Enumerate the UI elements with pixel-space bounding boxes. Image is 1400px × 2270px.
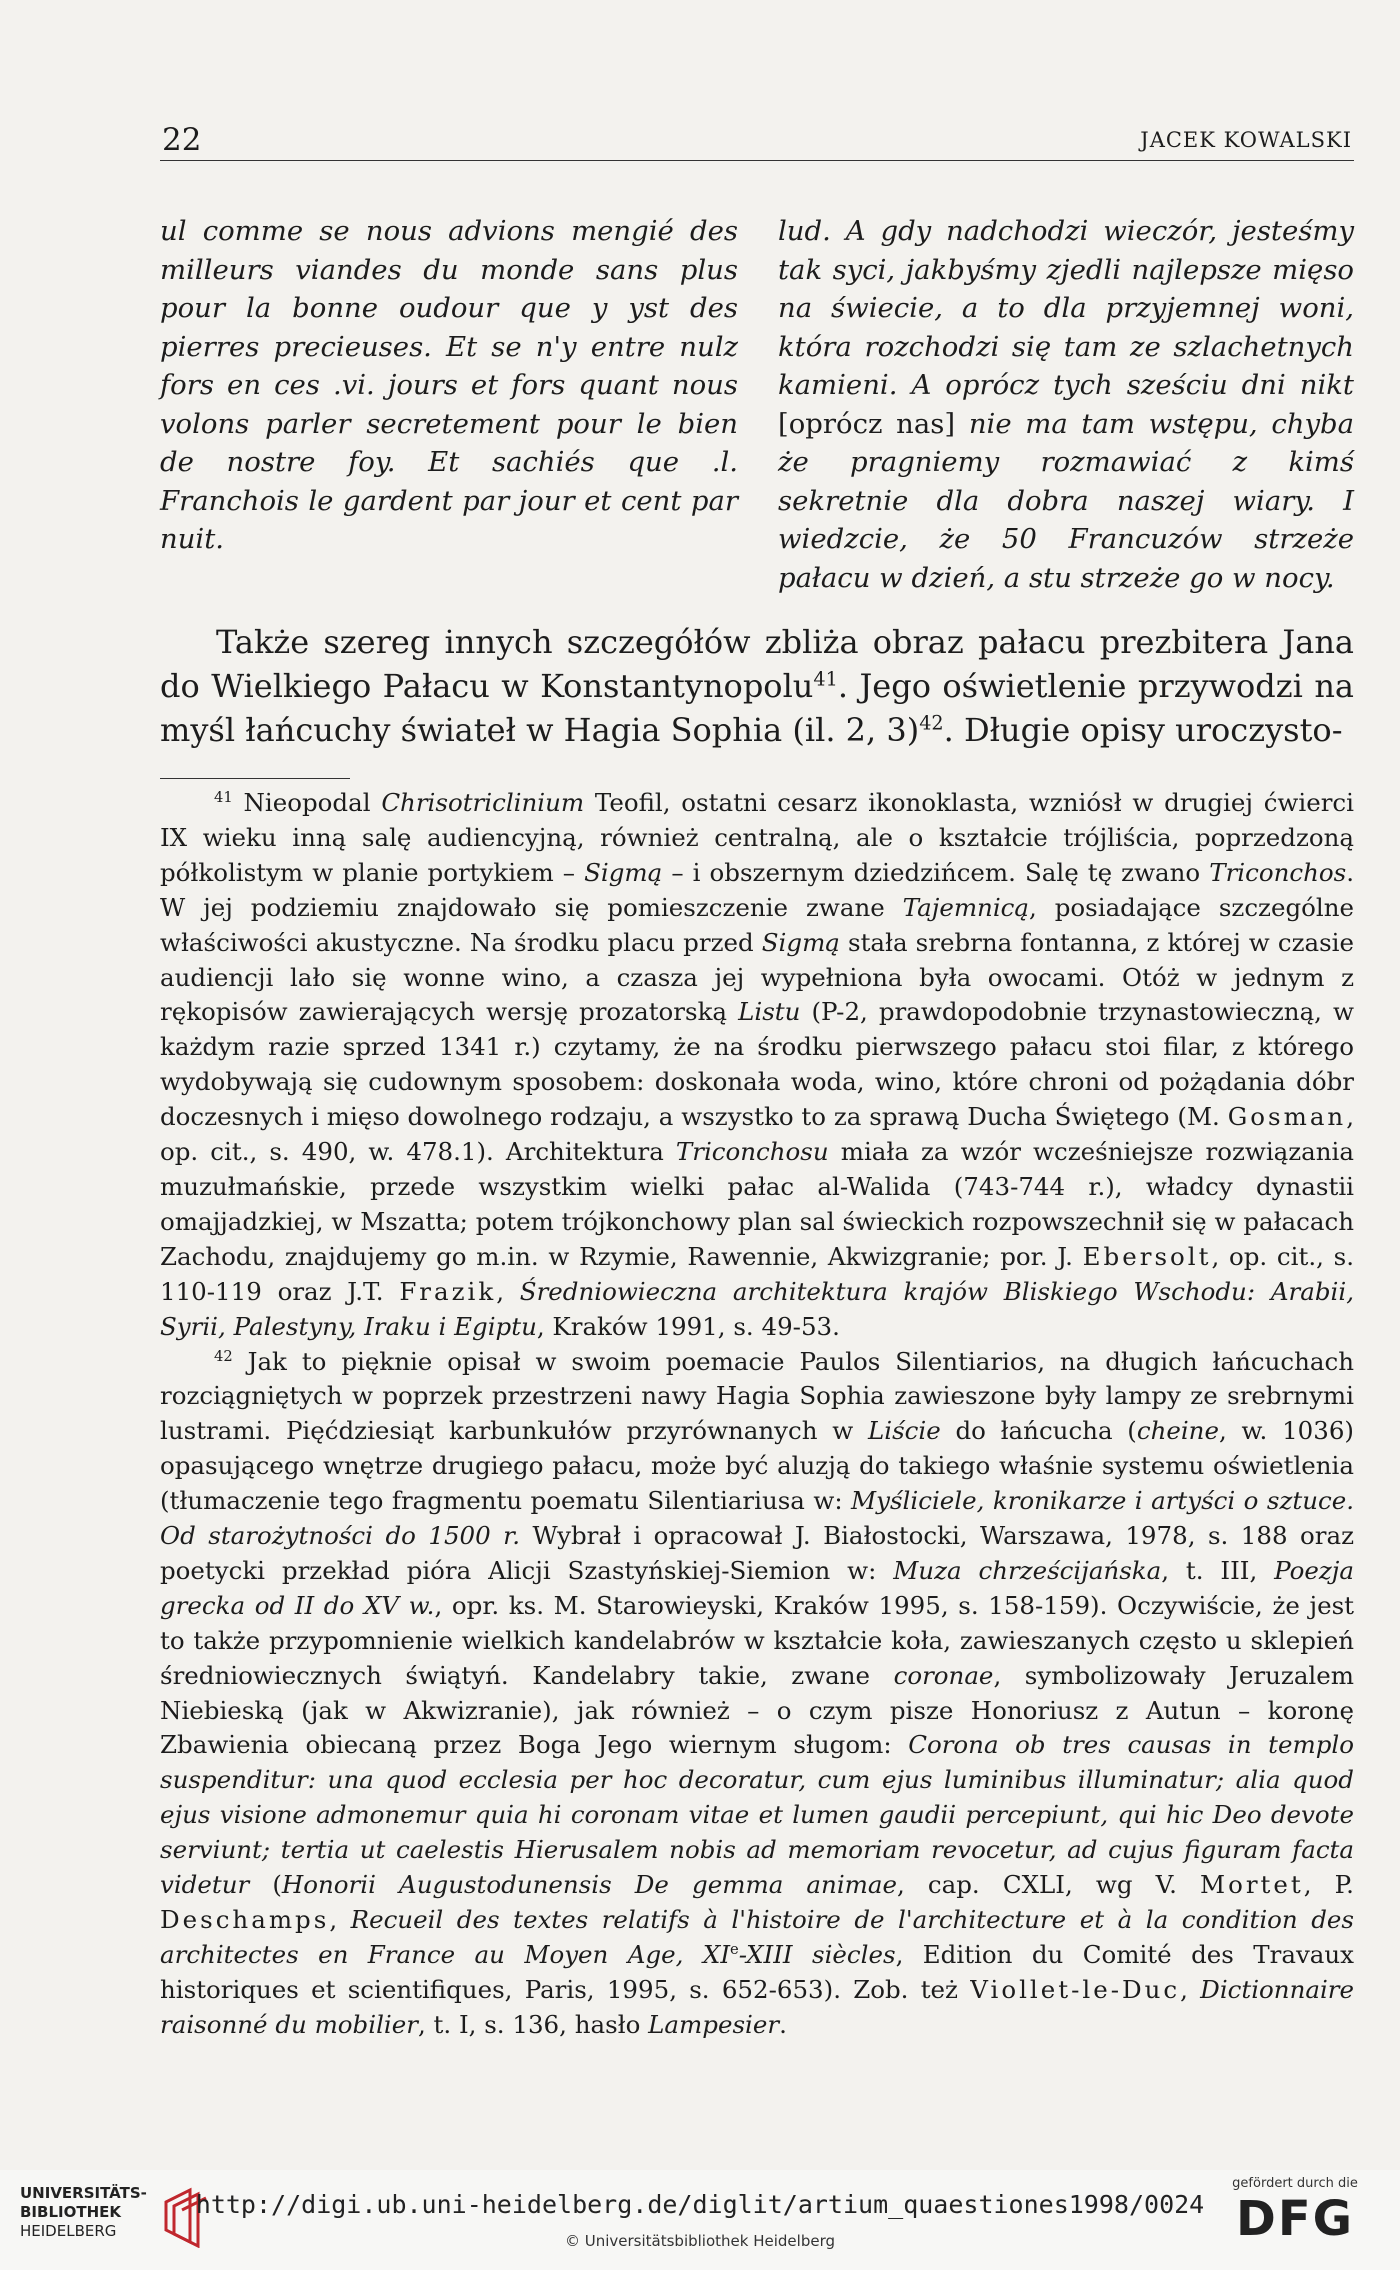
running-header	[160, 118, 1354, 162]
digitization-footer	[0, 2170, 1400, 2270]
footnote-rule	[160, 778, 350, 779]
library-name-line1: UNIVERSITÄTS-	[20, 2184, 147, 2202]
footnote-ref-42[interactable]: 42	[919, 711, 944, 735]
sponsor-text: gefördert durch die	[1232, 2176, 1358, 2191]
footnote-number: 42	[214, 1347, 233, 1365]
footnote-42: $^{42}$ Jak to pięknie opisał w swoim poemacie Paulos Silentiarios, na długich łańcuchach rozciągniętych w poprzek przestrzeni nawy Hagia Sophia zawieszone były lampy ze srebrnymi lustrami. Pięćdziesiąt karbunkułów przyrównanych w Liście do łańcucha (cheine, w. 1036) opasującego wnętrze drugiego pałacu, może być aluzją do takiego właśnie systemu oświetlenia (tłumaczenie tego fragmentu poematu Silentiariusa w: Myśliciele, kronikarze i artyści o sztuce. Od starożytności do 1500 r. Wybrał i opracował J. Białostocki, Warszawa, 1978, s. 188 oraz poetycki przekład pióra Alicji Szastyńskiej-Siemion w: Muza chrześcijańska, t. III, Poezja grecka od II do XV w., opr. ks. M. Starowieyski, Kraków 1995, s. 158-159). Oczywiście, że jest to także przypomnienie wielkich kandelabrów w kształcie koła, zawieszanych często u sklepień średniowiecznych świątyń. Kandelabry takie, zwane coronae, symbolizowały Jeruzalem Niebieską (jak w Akwizranie), jak również – o czym pisze Honoriusz z Autun – koronę Zbawienia obiecaną przez Boga Jego wiernym sługom: Corona ob tres causas in templo suspenditur: una quod ecclesia per hoc decoratur, cum ejus luminibus illuminatur; alia quod ejus visione admonemur quia hi coronam vitae et lumen gaudii percepiunt, qui hic Deo devote serviunt; tertia ut caelestis Hierusalem nobis ad memoriam revocetur, ad cujus figuram facta videtur (Honorii Augustodunensis De gemma animae, cap. CXLI, wg V. Mortet, P. Deschamps, Recueil des textes relatifs à l'histoire de l'architecture et à la condition des architectes en France au Moyen Age, XIe-XIII siècles, Edition du Comité des Travaux historiques et scientifiques, Paris, 1995, s. 652-653). Zob. też Viollet-le-Duc, Dictionnaire raisonné du mobilier, t. I, s. 136, hasło Lampesier.	[160, 1346, 1355, 2039]
header-rule	[160, 160, 1354, 161]
running-head-author: JACEK KOWALSKI	[1140, 128, 1352, 152]
quote-polish-translation	[778, 212, 1354, 597]
footnote-ref-41[interactable]: 41	[813, 667, 838, 691]
library-name-line2: BIBLIOTHEK	[20, 2203, 121, 2221]
quote-left-text: ul comme se nous advions mengié des milleurs viandes du monde sans plus pour la bonne oudour que y yst des pierres precieuses. Et se n'y entre nulz fors en ces .vi. jours et fors quant nous volons parler secretement pour le bien de nostre foy. Et sachiés que .l. Franchois le gardent par jour et cent par nuit.	[160, 215, 738, 555]
main-body-paragraph	[160, 620, 1354, 752]
library-name-line3: HEIDELBERG	[20, 2222, 117, 2240]
quote-right-part2: nie ma tam wstępu, chyba że pragniemy rozmawiać z kimś sekretnie dla dobra naszej wiary. I wiedzcie, że 50 Francuzów strzeże pałacu w dzień, a stu strzeże go w nocy.	[778, 407, 1354, 594]
footnote-41: $^{41}$ Nieopodal Chrisotriclinium Teofil, ostatni cesarz ikonoklasta, wzniósł w drugiej ćwierci IX wieku inną salę audiencyjną, również centralną, ale o kształcie trójliścia, poprzedzoną półkolistym w planie portykiem – Sigmą – i obszernym dziedzińcem. Salę tę zwano Triconchos. W jej podziemiu znajdowało się pomieszczenie zwane Tajemnicą, posiadające szczególne właściwości akustyczne. Na środku placu przed Sigmą stała srebrna fontanna, z której w czasie audiencji lało się wonne wino, a czasza jej wypełniona była owocami. Otóż w jednym z rękopisów zawierających wersję prozatorską Listu (P-2, prawdopodobnie trzynastowieczną, w każdym razie sprzed 1341 r.) czytamy, że na środku pierwszego pałacu stoi filar, z którego wydobywają się cudownym sposobem: doskonała woda, wino, które chroni od pożądania dóbr doczesnych i mięso dowolnego rodzaju, a wszystko to za sprawą Ducha Świętego (M. Gosman, op. cit., s. 490, w. 478.1). Architektura Triconchosu miała za wzór wcześniejsze rozwiązania muzułmańskie, przede wszystkim wielki pałac al-Walida (743-744 r.), władcy dynastii omajjadzkiej, w Mszatta; potem trójkonchowy plan sal świeckich rozpowszechnił się w pałacach Zachodu, znajdujemy go m.in. w Rzymie, Rawennie, Akwizgranie; por. J. Ebersolt, op. cit., s. 110-119 oraz J.T. Frazik, Średniowieczna architektura krajów Bliskiego Wschodu: Arabii, Syrii, Palestyny, Iraku i Egiptu, Kraków 1991, s. 49-53.	[160, 788, 1355, 1341]
copyright-notice: © Universitätsbibliothek Heidelberg	[564, 2232, 835, 2250]
quote-right-part1: lud. A gdy nadchodzi wieczór, jesteśmy tak syci, jakbyśmy zjedli najlepsze mięso na świecie, a to dla przyjemnej woni, która rozchodzi się tam ze szlachetnych kamieni. A oprócz tych sześciu dni nikt	[778, 215, 1354, 401]
footnotes	[160, 786, 1354, 2043]
body-paragraph	[160, 620, 1354, 752]
body-text-2: . Jego oświetlenie przywodzi na myśl łańcuchy świateł w Hagia Sophia (il. 2, 3)	[160, 667, 1355, 749]
dfg-sponsor-logo[interactable]	[1220, 2176, 1370, 2260]
quote-right-bracket: [oprócz nas]	[778, 407, 956, 440]
page-number: 22	[162, 122, 202, 158]
quote-right-text	[778, 212, 1354, 597]
quote-original-french	[160, 212, 738, 559]
footnote-number: 41	[214, 788, 233, 806]
dfg-logo-text: DFG	[1235, 2191, 1355, 2247]
permalink-url[interactable]: http://digi.ub.uni-heidelberg.de/diglit/artium_quaestiones1998/0024	[195, 2190, 1205, 2219]
body-text-3: . Długie opisy uroczysto-	[943, 711, 1343, 749]
body-text-1: Także szereg innych szczegółów zbliża obraz pałacu prezbitera Jana do Wielkiego Pałacu w Konstantynopolu	[160, 623, 1354, 705]
